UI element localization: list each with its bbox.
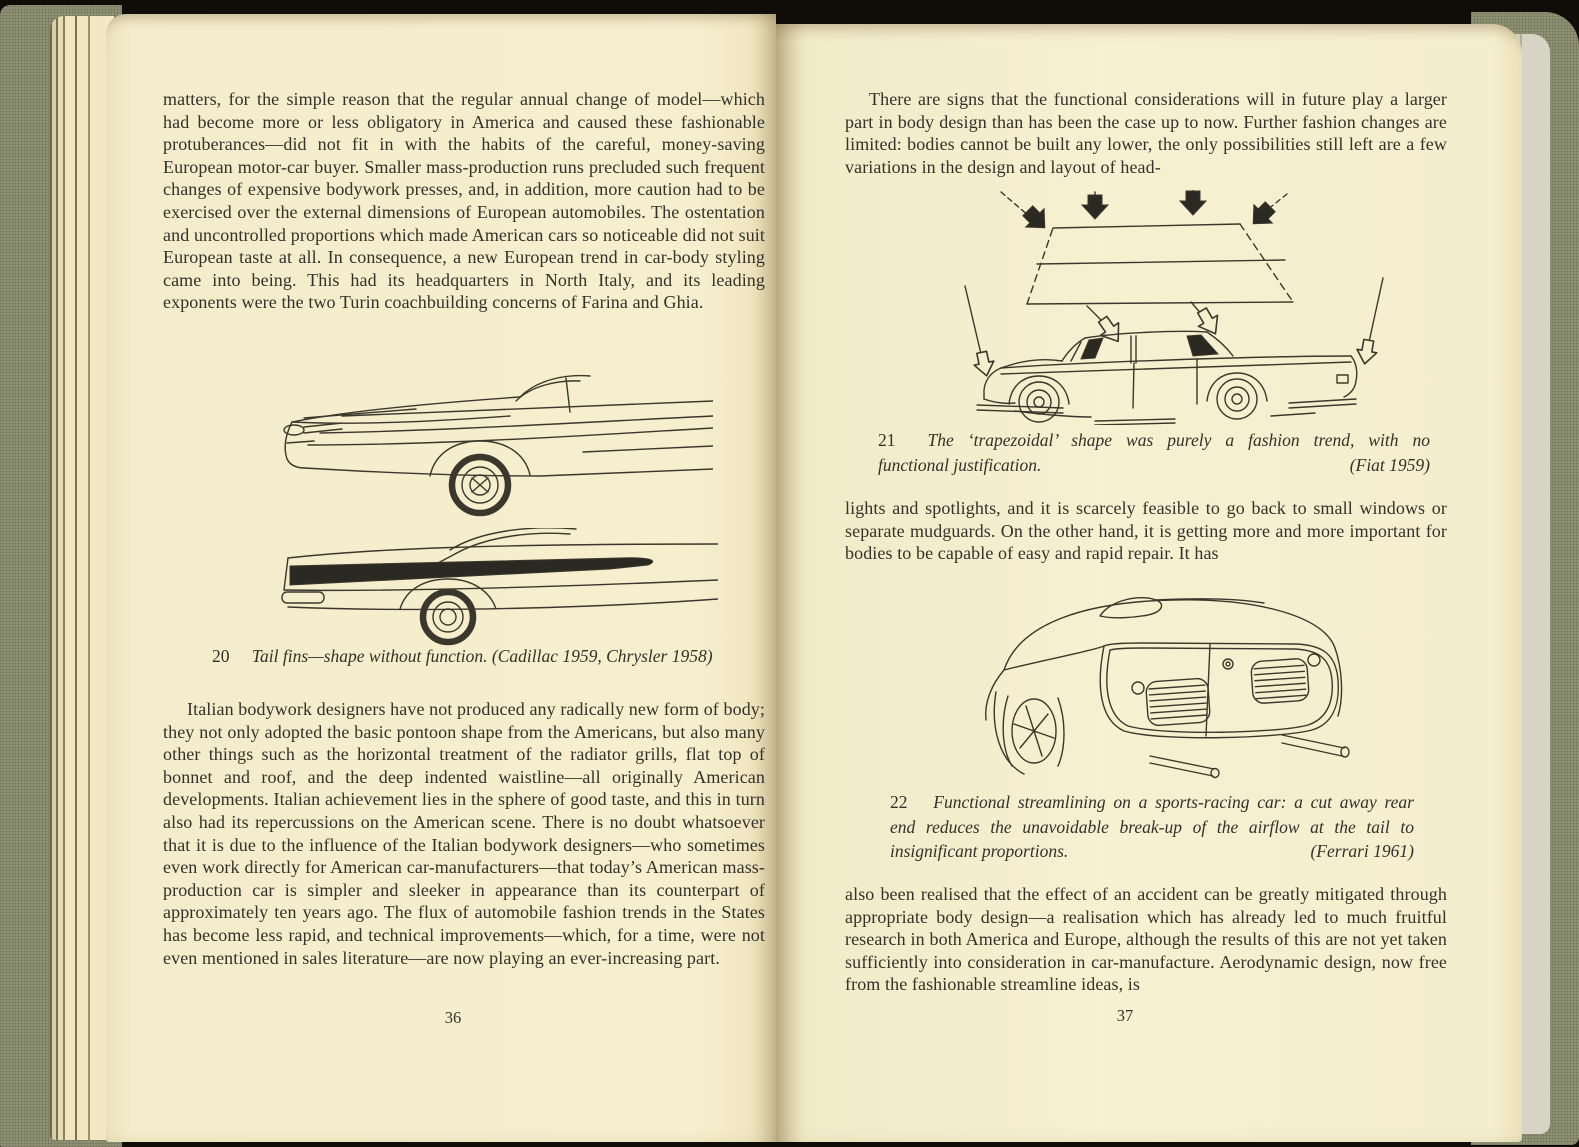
figure-21-fiat-drawing — [935, 190, 1415, 425]
figure-22-caption — [890, 790, 1414, 864]
figure-20-chrysler-drawing — [278, 528, 718, 646]
hollow-arrows — [972, 305, 1379, 378]
figure-22-number: 22 — [890, 792, 908, 812]
chrysler-1958-tailfin-drawing — [278, 528, 718, 646]
left-page-paragraph-2: Italian bodywork designers have not produced any radically new form of body; they not only adopted the basic pontoon shape from the Americans, but also many other things such as the horizontal treatment of the radiator grills, flat top of bonnet and roof, and the deep indented waistline—all originally American developments. Italian achievement lies in the sphere of good taste, and this in turn also had its repercussions on the American scene. There is no doubt whatsoever that it is due to the influence of the Italian bodywork designers—who sometimes even work directly for American car-manufacturers—that today’s American mass-production car is simpler and sleeker in appearance than its counterpart of approximately ten years ago. The flux of automobile fashion trends in the States has become less rapid, and technical improvements—which, for a time, were not even mentioned in sales literature—are now playing an ever-increasing part. — [163, 699, 765, 968]
right-page-paragraph-2: lights and spotlights, and it is scarcely feasible to go back to small windows or separate mudguards. On the other hand, it is getting more and more important for bodies to be capable of easy and rapid repair. It has — [845, 498, 1447, 564]
figure-22-credit: (Ferrari 1961) — [1310, 841, 1414, 861]
figure-21-number: 21 — [878, 430, 896, 450]
figure-22-caption-line3: insignificant proportions. — [890, 841, 1069, 861]
figure-20-caption — [212, 644, 777, 669]
left-page-number: 36 — [444, 1008, 462, 1027]
figure-20-cadillac-drawing — [278, 372, 713, 522]
figure-20-credit: (Cadillac 1959, Chrysler 1958) — [491, 646, 713, 666]
figure-21-caption-line2: functional justification. — [878, 454, 1042, 475]
figure-22-caption-line2: end reduces the unavoidable break-up of the airflow at the tail to — [890, 816, 1414, 837]
figure-22-ferrari-drawing — [952, 588, 1377, 783]
chrysler-dark-sweep-stripe — [290, 558, 653, 585]
right-page-paragraph-1: There are signs that the functional considerations will in future play a larger part in body design than has been the case up to now. Further fashion changes are limited: bodies cannot be built any lower, the only possibilities still left are a few variations in the design and layout of head- — [845, 89, 1447, 177]
figure-21-credit: (Fiat 1959) — [1349, 454, 1430, 475]
figure-21-caption-line1: The ‘trapezoidal’ shape was purely a fashion trend, with no — [927, 430, 1431, 450]
figure-21-caption — [878, 428, 1430, 477]
fiat-1959-trapezoid-diagram — [935, 190, 1415, 425]
left-page-paragraph-1: matters, for the simple reason that the regular annual change of model—which had become more or less obligatory in America and caused these fashionable protuberances—did not fit in with the habits of the careful, money-saving European motor-car buyer. Smaller mass-production runs precluded such frequent changes of expensive bodywork presses, and, in addition, more caution had to be exercised over the external dimensions of European automobiles. The ostentation and uncontrolled proportions which made American cars so noticeable did not suit European taste at all. In consequence, a new European trend in car-body styling came into being. This had its headquarters in North Italy, and its leading exponents were the two Turin coachbuilding concerns of Farina and Ghia. — [163, 89, 765, 313]
black-arrows — [1019, 191, 1280, 237]
cadillac-1959-tailfin-drawing — [278, 372, 713, 522]
fiat-dark-front-window — [1081, 338, 1103, 359]
fiat-sedan-side-view — [977, 331, 1357, 425]
fiat-dark-quarter-window — [1187, 335, 1218, 356]
right-page-paragraph-3: also been realised that the effect of an accident can be greatly mitigated through appropriate body design—a realisation which has already led to much fruitful research in both America and Europe, although the results of this are not yet taken sufficiently into consideration in car-manufacture. Aerodynamic design, now free from the fashionable streamline ideas, is — [845, 884, 1447, 995]
figure-20-number: 20 — [212, 646, 230, 666]
figure-20-caption-text: Tail fins—shape without function. — [251, 646, 488, 666]
right-page-number: 37 — [1116, 1006, 1134, 1025]
ferrari-1961-kamm-tail-drawing — [952, 588, 1377, 783]
figure-22-caption-line1: Functional streamlining on a sports-racing car: a cut away rear — [933, 792, 1414, 812]
page-edge-stack-left — [50, 16, 114, 1140]
